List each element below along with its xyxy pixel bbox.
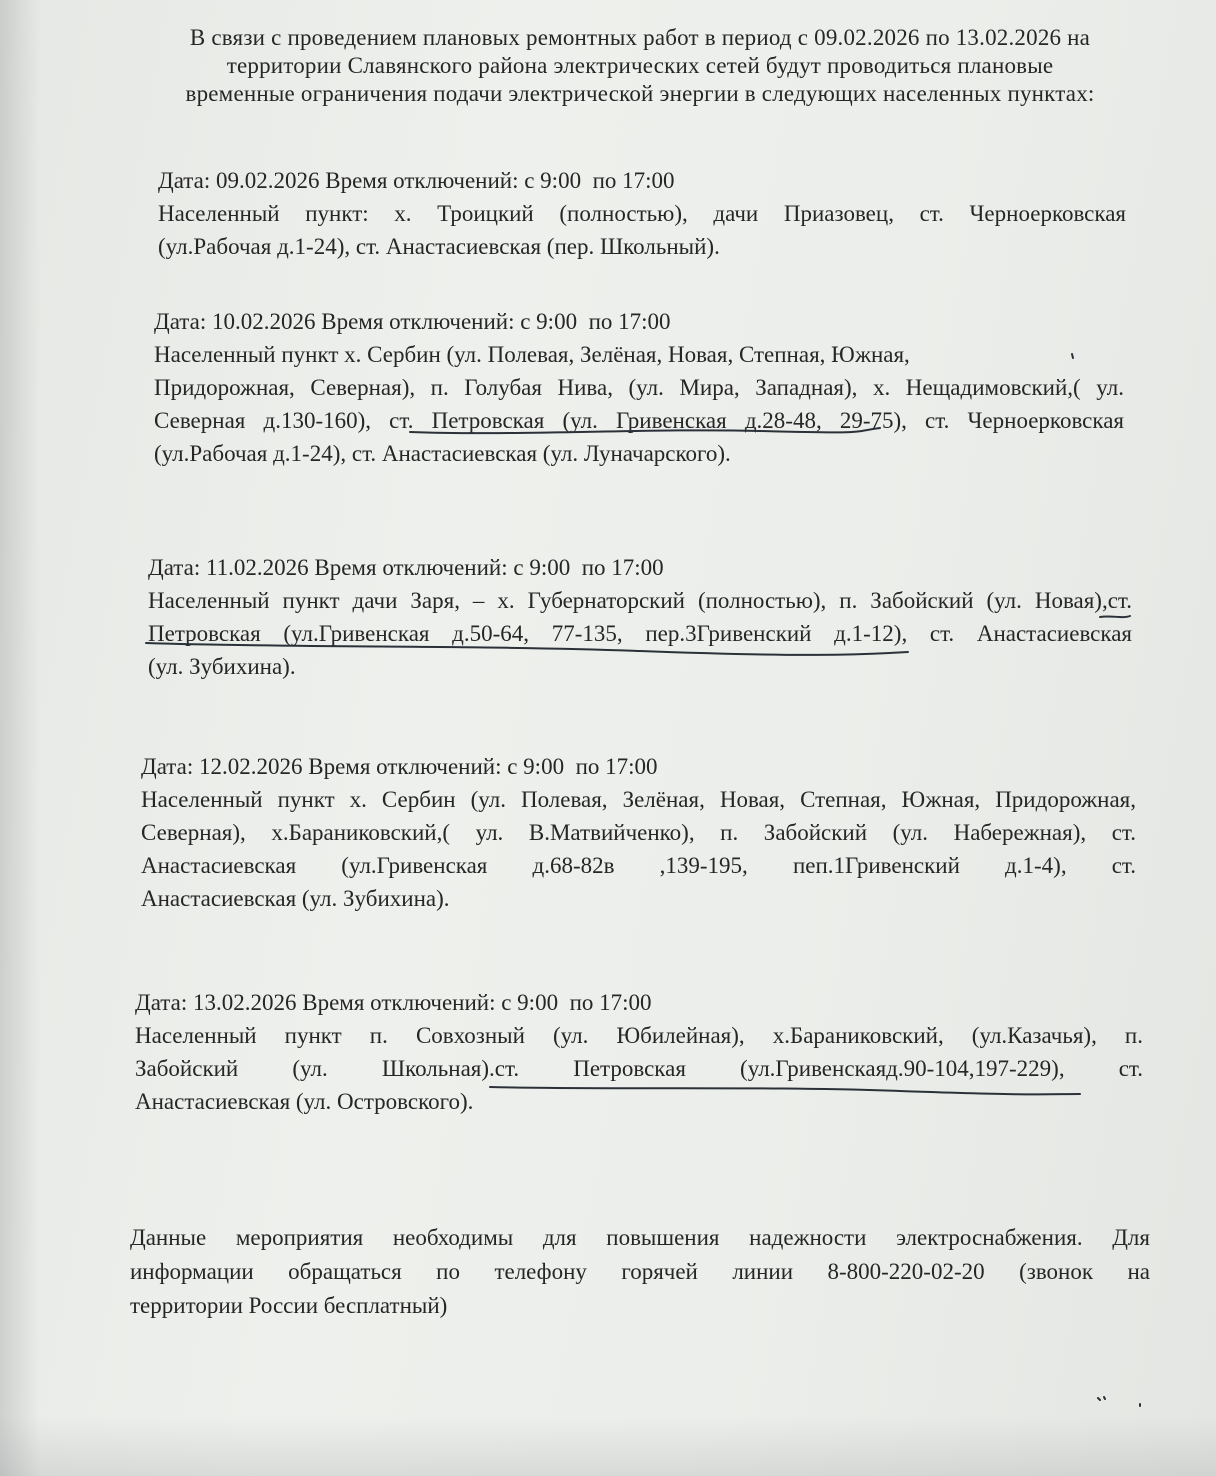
schedule-line: Северная д.130-160), ст. Петровская (ул. Гривенская д.28-48, 29-75), ст. Черноерковская (154, 408, 1124, 433)
schedule-line: Придорожная, Северная), п. Голубая Нива, (ул. Мира, Западная), х. Нещадимовский,( ул. (154, 375, 1124, 400)
schedule-line: (ул.Рабочая д.1-24), ст. Анастасиевская (ул. Луначарского). (154, 441, 731, 466)
schedule-entry-1002 (154, 305, 1124, 470)
schedule-heading: Дата: 10.02.2026 Время отключений: с 9:00 по 17:00 (154, 309, 671, 334)
schedule-line: Населенный пункт х. Сербин (ул. Полевая, Зелёная, Новая, Степная, Южная, (154, 342, 910, 367)
schedule-entry-1302 (135, 986, 1143, 1118)
intro-line: временные ограничения подачи электрической энергии в следующих населенных пунктах: (185, 81, 1095, 106)
schedule-line: Забойский (ул. Школьная).ст. Петровская (ул.Гривенскаяд.90-104,197-229), ст. (135, 1056, 1143, 1081)
pen-mark (1098, 1397, 1140, 1406)
intro-line: В связи с проведением плановых ремонтных работ в период с 09.02.2026 по 13.02.2026 на (189, 25, 1091, 50)
schedule-line: (ул. Зубихина). (148, 654, 296, 679)
closing-line: территории России бесплатный) (130, 1293, 448, 1318)
schedule-entry-1202 (141, 750, 1136, 915)
intro-line: территории Славянского района электрических сетей будут проводиться плановые (226, 53, 1054, 78)
schedule-line: Петровская (ул.Гривенская д.50-64, 77-135, пер.3Гривенский д.1-12), ст. Анастасиевская (148, 621, 1132, 646)
closing-line: информации обращаться по телефону горячей линии 8-800-220-02-20 (звонок на (130, 1259, 1150, 1284)
schedule-line: Северная), х.Бараниковский,( ул. В.Матвийченко), п. Забойский (ул. Набережная), ст. (141, 820, 1136, 845)
closing-note (130, 1221, 1150, 1323)
schedule-heading: Дата: 13.02.2026 Время отключений: с 9:00 по 17:00 (135, 990, 652, 1015)
schedule-line: Населенный пункт дачи Заря, – х. Губернаторский (полностью), п. Забойский (ул. Новая),ст. (148, 588, 1132, 613)
notice-intro (140, 24, 1140, 108)
schedule-heading: Дата: 12.02.2026 Время отключений: с 9:00 по 17:00 (141, 754, 658, 779)
schedule-heading: Дата: 09.02.2026 Время отключений: с 9:00 по 17:00 (158, 168, 675, 193)
schedule-entry-0902 (158, 164, 1126, 263)
schedule-line: Анастасиевская (ул.Гривенская д.68-82в ,139-195, пеп.1Гривенский д.1-4), ст. (141, 853, 1136, 878)
schedule-line: (ул.Рабочая д.1-24), ст. Анастасиевская (пер. Школьный). (158, 234, 720, 259)
closing-line: Данные мероприятия необходимы для повышения надежности электроснабжения. Для (130, 1225, 1150, 1250)
schedule-line: Населенный пункт: х. Троицкий (полностью), дачи Приазовец, ст. Черноерковская (158, 201, 1126, 226)
schedule-heading: Дата: 11.02.2026 Время отключений: с 9:00 по 17:00 (148, 555, 664, 580)
page-shadow-bottom (0, 1416, 1216, 1476)
schedule-line: Населенный пункт х. Сербин (ул. Полевая, Зелёная, Новая, Степная, Южная, Придорожная, (141, 787, 1136, 812)
schedule-line: Населенный пункт п. Совхозный (ул. Юбилейная), х.Бараниковский, (ул.Казачья), п. (135, 1023, 1143, 1048)
schedule-entry-1102 (148, 551, 1132, 683)
schedule-line: Анастасиевская (ул. Островского). (135, 1089, 474, 1114)
page-shadow (0, 0, 40, 1476)
schedule-line: Анастасиевская (ул. Зубихина). (141, 886, 450, 911)
